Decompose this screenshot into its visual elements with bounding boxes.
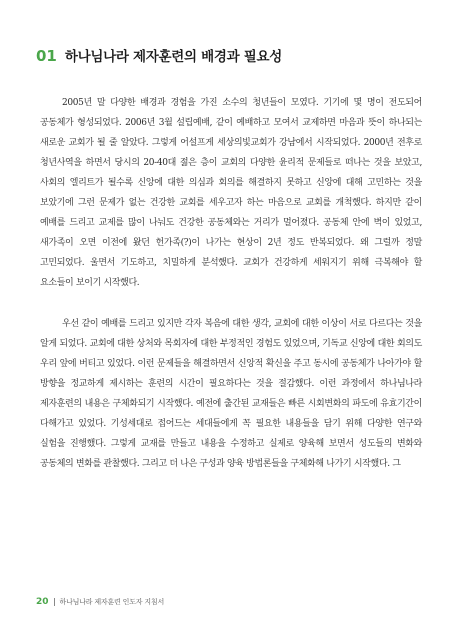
body-text bbox=[40, 93, 422, 474]
paragraph-2: 우선 같이 예배를 드리고 있지만 각자 복음에 대한 생각, 교회에 대한 이상이 서로 다르다는 것을 알게 되었다. 교회에 대한 상처와 목회자에 대한 부정적인 경험도 있었으며, 기독교 신앙에 대한 회의도 우리 앞에 버티고 있었다. 이런 문제들을 해결하면서 신앙적 확신을 주고 동시에 공동체가 나아가야 할 방향을 정교하게 제시하는 훈련의 시간이 필요하다는 것을 절감했다. 이런 과정에서 하나님나라 제자훈련의 내용은 구체화되기 시작했다. 예전에 출간된 교재들은 빠른 시회변화의 파도에 유효기간이 다해가고 있었다. 기성세대로 접어드는 세대들에게 꼭 필요한 내용들을 담기 위해 다양한 연구와 실험을 진행했다. 그렇게 교재를 만들고 내용을 수정하고 실제로 양육해 보면서 성도들의 변화와 공동체의 변화를 관찰했다. 그리고 더 나은 구성과 양육 방법론들을 구체화해 나가기 시작했다. 그 bbox=[40, 319, 422, 469]
paragraph-1: 2005년 말 다양한 배경과 경험을 가진 소수의 청년들이 모였다. 기기에 몇 명이 전도되어 공동체가 형성되었다. 2006년 3월 설립예배, 같이 예배하고 모여서 교제하면 마음과 뜻이 하나되는 새로운 교회가 될 줄 알았다. 그렇게 어설프게 세상의빛교회가 강남에서 시작되었다. 2000년 전후로 청년사역을 하면서 당시의 20-40대 젊은 층이 교회의 다양한 윤리적 문제들로 떠나는 것을 보았고, 사회의 엘리트가 될수록 신앙에 대한 의심과 회의를 해결하지 못하고 신앙에 대해 고민하는 것을 보았기에 그런 문제가 없는 건강한 교회를 세우고자 하는 마음으로 교회를 개척했다. 하지만 같이 예배를 드리고 교제를 많이 나눠도 건강한 공동체와는 거리가 멀어졌다. 공동체 안에 벽이 있었고, 새가족이 오면 이전에 왔던 헌가족(?)이 나가는 현상이 2년 정도 반복되었다. 왜 그럴까 정말 고민되었다. 울면서 기도하고, 치밀하게 분석했다. 교회가 건강하게 세워지기 위해 극복해야 할 요소들이 보이기 시작했다. bbox=[40, 98, 422, 288]
footer-divider bbox=[54, 598, 55, 606]
section-title: 하나님나라 제자훈련의 배경과 필요성 bbox=[64, 49, 282, 65]
section-number: 01 bbox=[36, 47, 57, 65]
page-footer bbox=[36, 597, 164, 607]
section-heading bbox=[36, 45, 282, 65]
footer-book-title: 하나님나라 제자훈련 인도자 지침서 bbox=[59, 598, 165, 606]
page-number: 20 bbox=[36, 597, 49, 607]
